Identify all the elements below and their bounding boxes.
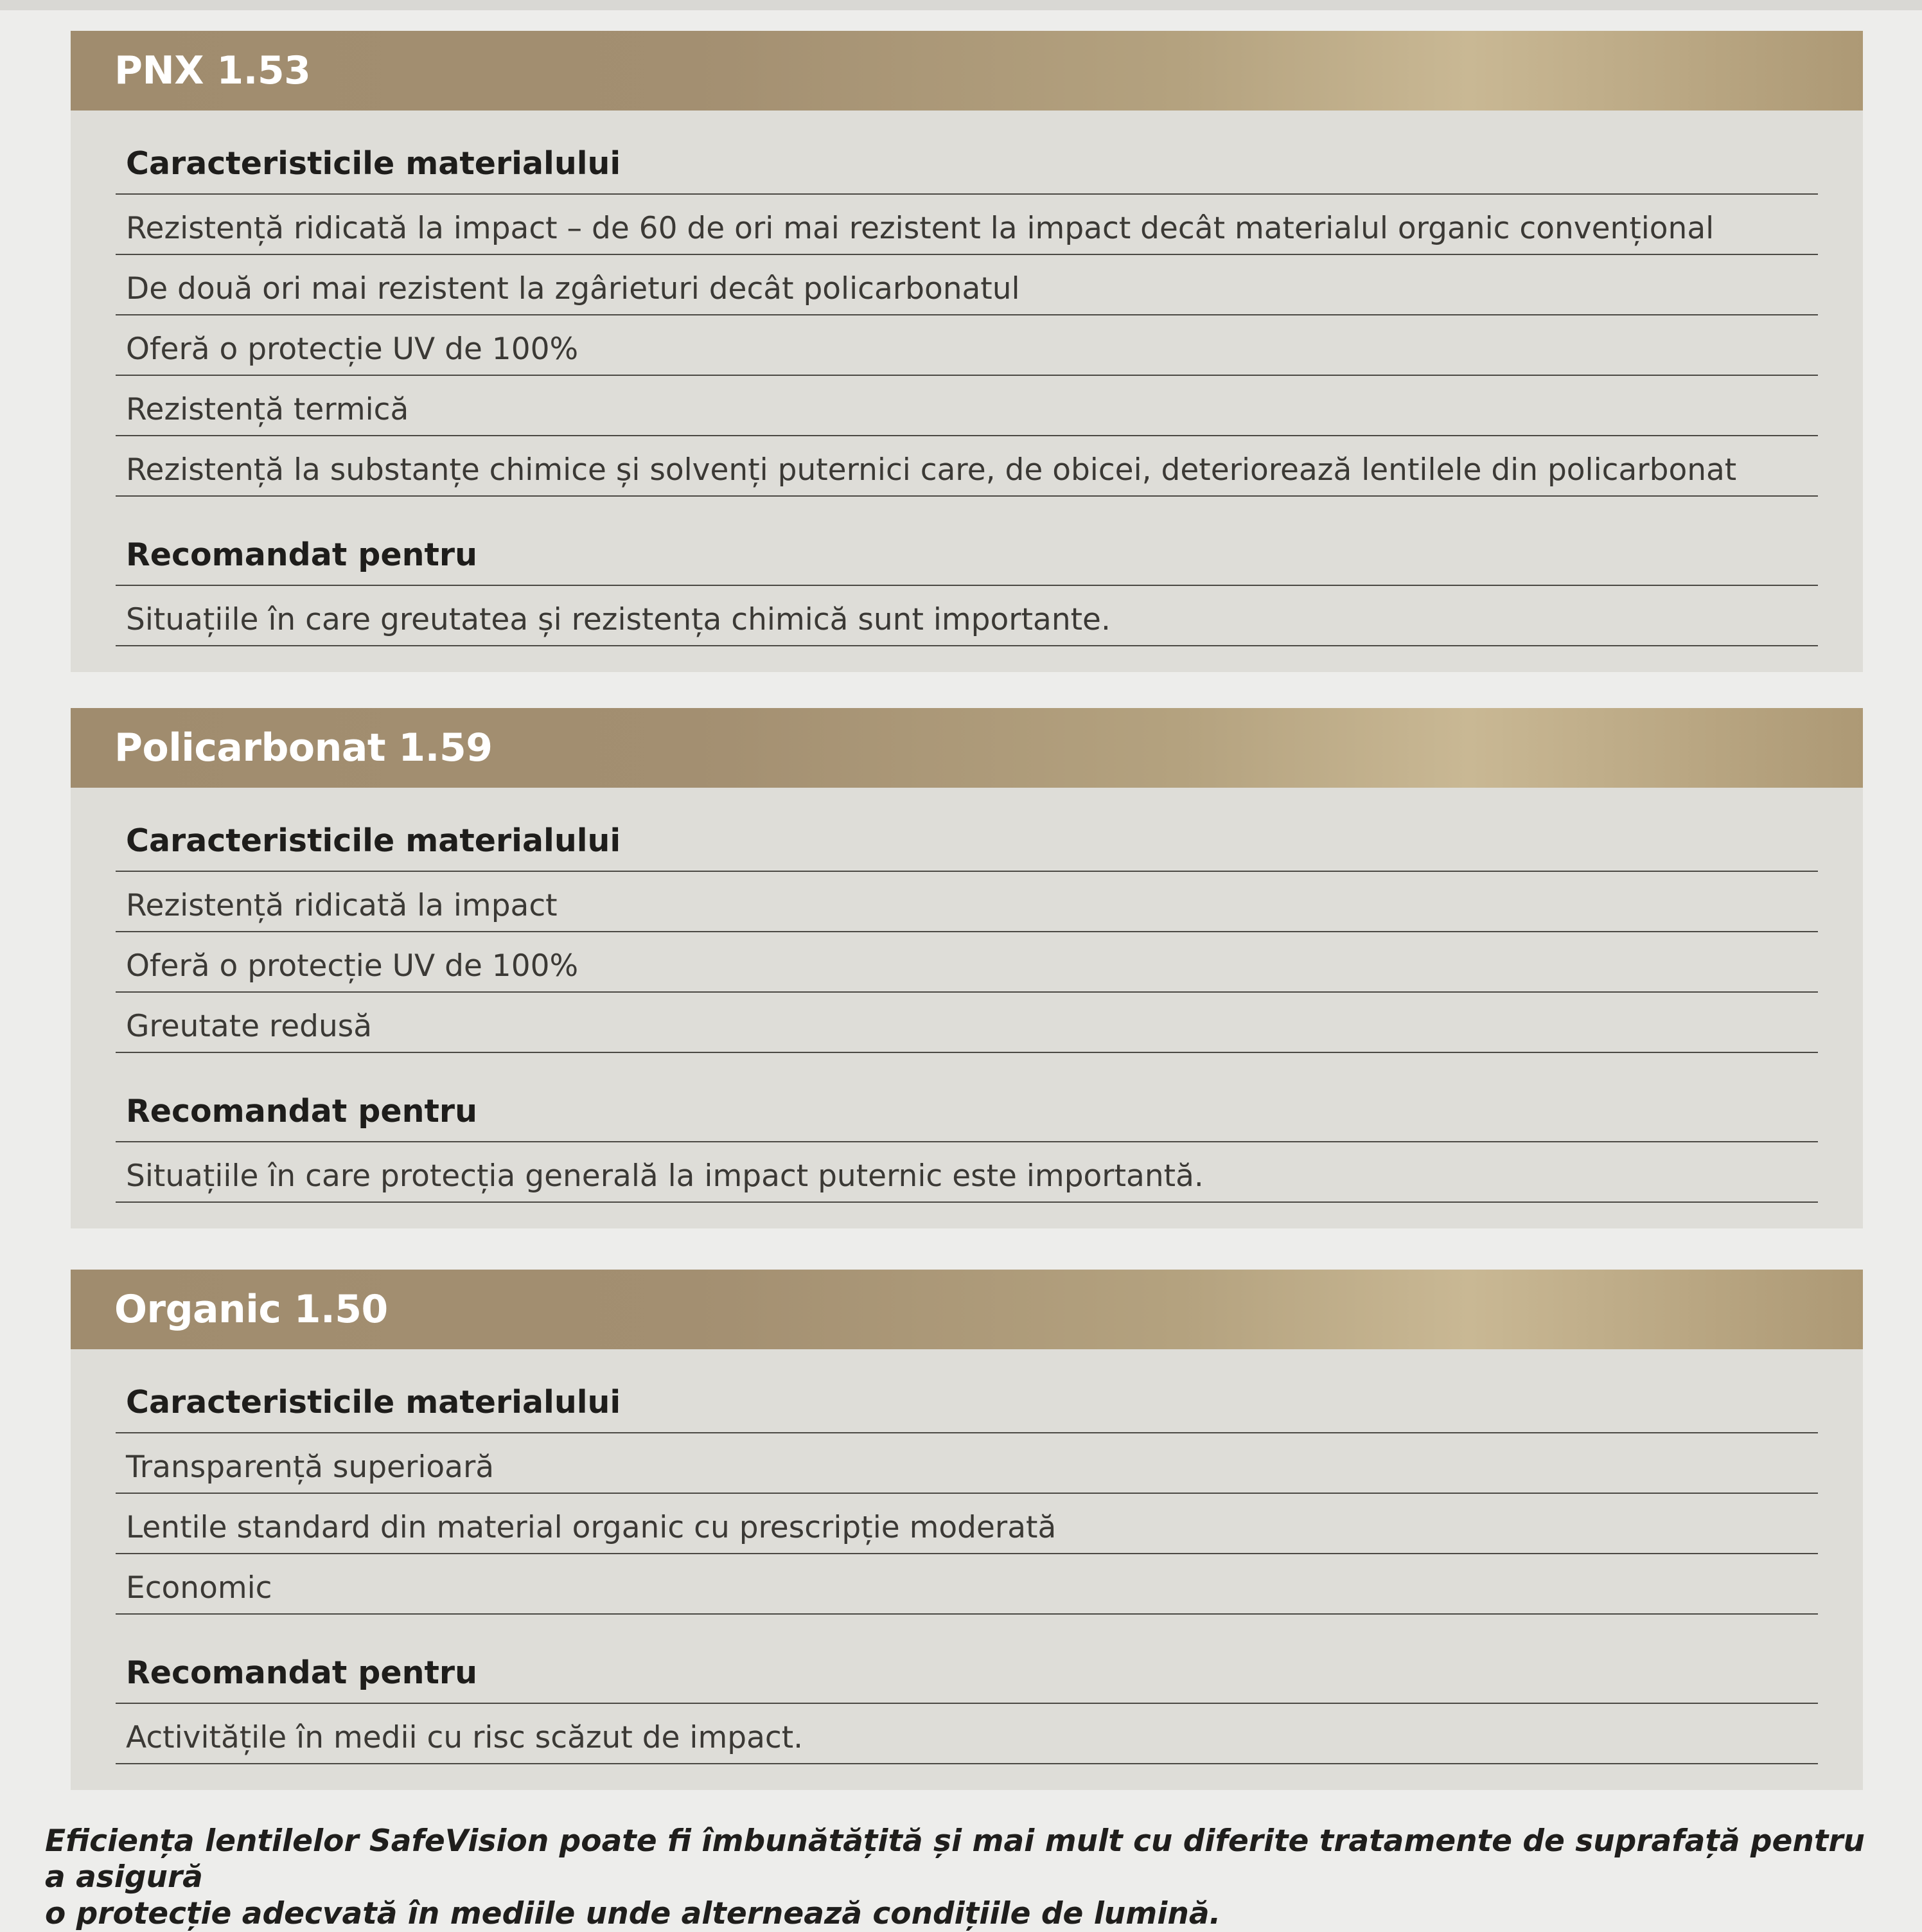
recommended-row: Situațiile în care greutatea și rezistența chimică sunt importante.: [116, 586, 1818, 646]
material-card-policarbonat: [71, 708, 1863, 1228]
characteristic-row: Rezistență ridicată la impact: [116, 872, 1818, 932]
cropped-top-edge: [0, 0, 1922, 10]
recommended-heading: Recomandat pentru: [116, 536, 1818, 586]
characteristic-row: Rezistență ridicată la impact – de 60 de ori mai rezistent la impact decât materialul organic convențional: [116, 195, 1818, 255]
recommended-row: Activitățile în medii cu risc scăzut de impact.: [116, 1704, 1818, 1764]
card-title: Organic 1.50: [114, 1287, 388, 1332]
characteristic-row: Greutate redusă: [116, 993, 1818, 1053]
material-card-pnx: [71, 31, 1863, 672]
card-header: [71, 708, 1863, 788]
characteristic-row: Oferă o protecție UV de 100%: [116, 932, 1818, 993]
footer-note: [45, 1823, 1882, 1932]
characteristic-row: Rezistență la substanțe chimice și solvenți puternici care, de obicei, deteriorează lentilele din policarbonat: [116, 436, 1818, 497]
characteristic-row: Economic: [116, 1554, 1818, 1615]
footer-line-2: o protecție adecvată în mediile unde alternează condițiile de lumină.: [45, 1895, 1221, 1931]
characteristics-heading: Caracteristicile materialului: [116, 145, 1818, 195]
material-card-organic: [71, 1270, 1863, 1790]
characteristic-row: Rezistență termică: [116, 376, 1818, 436]
card-title: PNX 1.53: [114, 48, 311, 93]
recommended-row: Situațiile în care protecția generală la impact puternic este importantă.: [116, 1142, 1818, 1203]
card-title: Policarbonat 1.59: [114, 725, 493, 770]
card-header: [71, 31, 1863, 111]
card-body: [71, 111, 1863, 672]
characteristic-row: Oferă o protecție UV de 100%: [116, 315, 1818, 376]
card-header: [71, 1270, 1863, 1349]
recommended-heading: Recomandat pentru: [116, 1654, 1818, 1704]
recommended-heading: Recomandat pentru: [116, 1093, 1818, 1142]
card-body: [71, 788, 1863, 1228]
characteristics-heading: Caracteristicile materialului: [116, 1384, 1818, 1433]
characteristic-row: Lentile standard din material organic cu prescripție moderată: [116, 1494, 1818, 1554]
characteristics-heading: Caracteristicile materialului: [116, 822, 1818, 872]
footer-line-1: Eficiența lentilelor SafeVision poate fi îmbunătățită și mai mult cu diferite tratamente de suprafață pentru a asigură: [45, 1823, 1865, 1895]
characteristic-row: Transparență superioară: [116, 1433, 1818, 1494]
card-body: [71, 1349, 1863, 1790]
characteristic-row: De două ori mai rezistent la zgârieturi decât policarbonatul: [116, 255, 1818, 315]
